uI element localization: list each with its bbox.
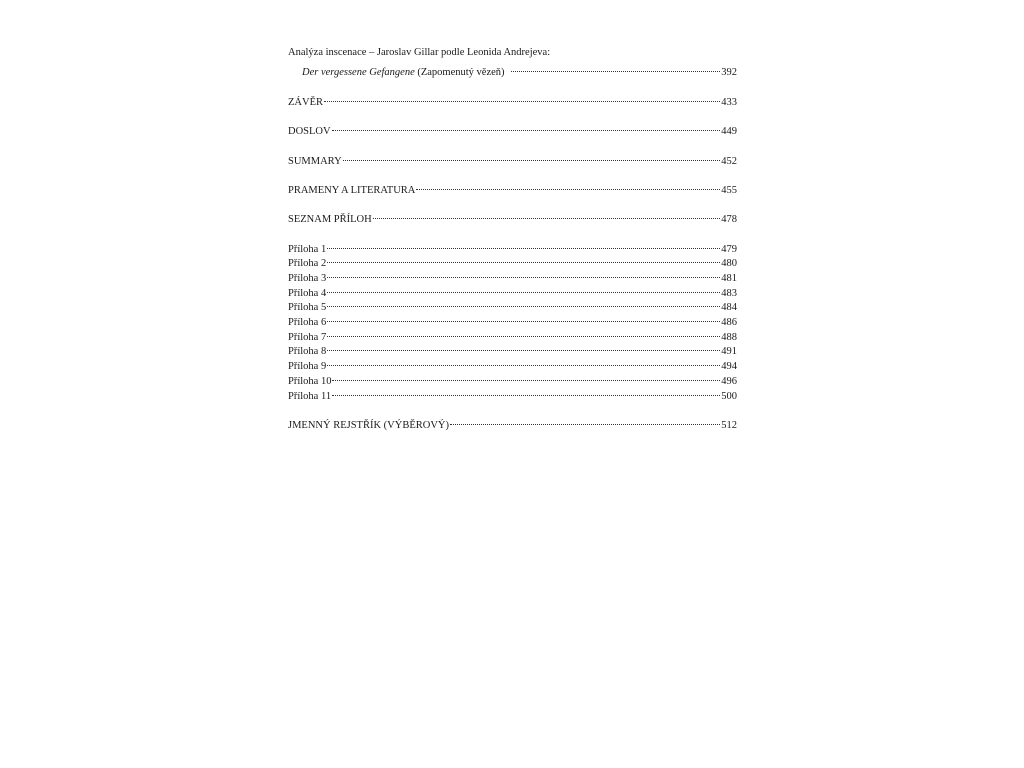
dot-leader [332, 384, 720, 399]
toc-label: JMENNÝ REJSTŘÍK (VÝBĚROVÝ) [288, 419, 450, 431]
toc-page-number: 479 [721, 243, 737, 255]
toc-entry-priloha [288, 369, 737, 387]
dot-leader [332, 119, 721, 134]
toc-page-number: 500 [721, 390, 737, 402]
toc-entry-analyza [288, 61, 737, 79]
toc-label: Příloha 7 [288, 331, 327, 343]
toc-entry-priloha [288, 252, 737, 270]
toc-page-number: 452 [721, 155, 737, 167]
dot-leader [324, 90, 720, 105]
toc-label-italic: Der vergessene Gefangene [302, 67, 415, 79]
toc-label: Analýza inscenace – Jaroslav Gillar podle Leonida Andrejeva: [288, 47, 551, 58]
toc-page-number: 484 [721, 302, 737, 314]
dot-leader [327, 252, 720, 267]
toc-label: Příloha 8 [288, 346, 327, 358]
toc-page-number: 512 [721, 419, 737, 431]
dot-leader [327, 296, 720, 311]
toc-entry-priloha [288, 266, 737, 284]
toc-label: PRAMENY A LITERATURA [288, 184, 416, 196]
toc-page-number: 455 [721, 184, 737, 196]
toc-entry-priloha [288, 384, 737, 402]
toc-label: Příloha 5 [288, 302, 327, 314]
dot-leader [416, 178, 720, 193]
toc-label: Příloha 1 [288, 243, 327, 255]
toc-entry-prameny [288, 178, 737, 196]
toc-entry-zaver [288, 90, 737, 108]
dot-leader [327, 237, 720, 252]
toc-entry-doslov [288, 119, 737, 138]
toc-entry-priloha [288, 296, 737, 314]
dot-leader [327, 281, 720, 296]
toc-page-number: 433 [721, 96, 737, 108]
toc-page-number: 480 [721, 258, 737, 270]
dot-leader [327, 310, 720, 325]
toc-label: SEZNAM PŘÍLOH [288, 214, 372, 226]
toc-entry-priloha [288, 325, 737, 343]
toc-page-number: 494 [721, 361, 737, 373]
toc-label: Příloha 10 [288, 375, 332, 387]
dot-leader [450, 413, 720, 428]
toc-page-number: 481 [721, 273, 737, 284]
toc-page-number: 496 [721, 375, 737, 387]
toc-page-number: 392 [721, 67, 737, 79]
toc-entry-priloha [288, 281, 737, 299]
dot-leader [332, 369, 720, 384]
toc-label: ZÁVĚR [288, 96, 323, 108]
toc-entry-seznam [288, 208, 737, 226]
toc-label [302, 66, 510, 81]
toc-page-number: 491 [721, 346, 737, 358]
dot-leader [343, 149, 721, 164]
toc-label: Příloha 11 [288, 390, 332, 402]
toc-page-number: 483 [721, 287, 737, 299]
toc-page-number: 486 [721, 317, 737, 329]
toc-label: SUMMARY [288, 155, 342, 167]
toc-page-number: 449 [721, 126, 737, 138]
toc-entry-priloha [288, 237, 737, 255]
toc-label: Příloha 3 [288, 273, 327, 284]
toc-page-number: 478 [721, 214, 737, 226]
toc-label: Příloha 6 [288, 317, 327, 329]
toc-label: Příloha 4 [288, 287, 327, 299]
toc-entry-summary [288, 149, 737, 167]
toc-entry-priloha [288, 340, 737, 358]
toc-label-rest: (Zapomenutý vězeň) [417, 67, 505, 79]
dot-leader [327, 354, 720, 369]
dot-leader [511, 61, 720, 76]
toc-entry-priloha [288, 310, 737, 329]
dot-leader [327, 325, 720, 340]
dot-leader [327, 266, 720, 281]
toc-page-number: 488 [721, 331, 737, 343]
toc-entry-rejstrik [288, 413, 737, 431]
toc-label: Příloha 2 [288, 258, 327, 270]
dot-leader [327, 340, 720, 355]
toc-entry-analyza-title [288, 46, 737, 61]
dot-leader [373, 208, 721, 223]
table-of-contents [288, 46, 737, 431]
toc-entry-priloha [288, 354, 737, 373]
toc-label: DOSLOV [288, 126, 331, 138]
toc-label: Příloha 9 [288, 361, 327, 373]
